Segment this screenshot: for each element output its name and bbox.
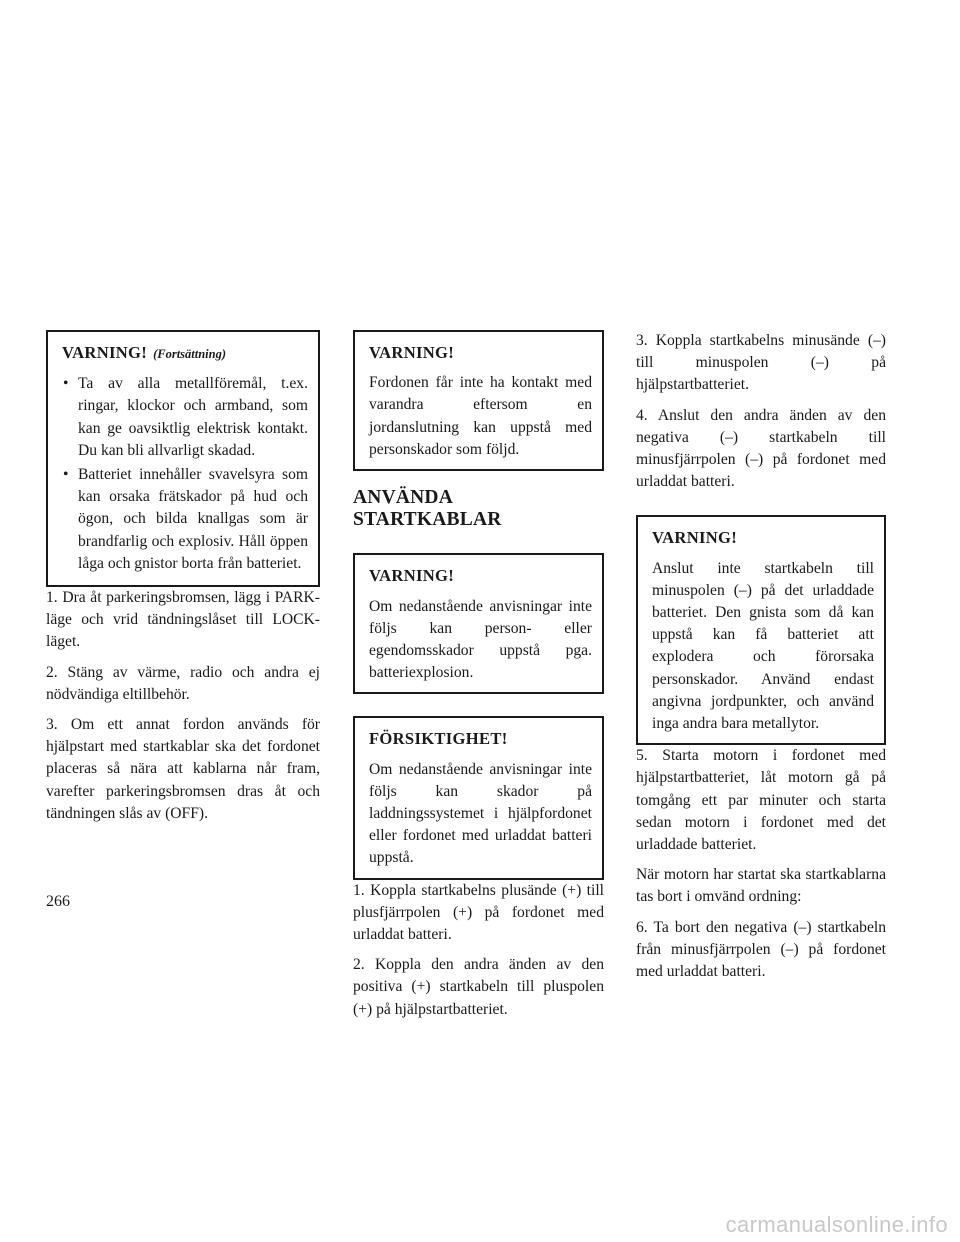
step-paragraph: 1. Koppla startkabelns plusände (+) till plusfjärrpolen (+) på fordonet med urladdat batteri.	[353, 881, 604, 944]
warning-box	[353, 553, 604, 694]
step-paragraph: 4. Anslut den andra änden av den negativa (–) startkabeln till minusfjärrpolen (–) på fordonet med urladdat batteri.	[636, 406, 886, 491]
warning-bullet-list	[62, 373, 308, 575]
left-column	[46, 330, 320, 833]
warning-title: VARNING!	[369, 566, 455, 586]
warning-body: Om nedanstående anvisningar inte följs kan person- eller egendomsskador uppstå pga. batteriexplosion.	[369, 597, 592, 682]
warning-bullet: • Ta av alla metallföremål, t.ex. ringar, klockor och armband, som kan ge oavsiktlig elektrisk kontakt. Du kan bli allvarligt skadad.	[62, 373, 308, 462]
caution-title: FÖRSIKTIGHET!	[369, 729, 508, 749]
caution-box	[353, 716, 604, 879]
warning-box	[636, 515, 886, 745]
step-paragraph: 2. Koppla den andra änden av den positiva (+) startkabeln till pluspolen (+) på hjälpstartbatteriet.	[353, 956, 604, 1018]
warning-bullet: • Batteriet innehåller svavelsyra som kan orsaka frätskador på hud och ögon, och bilda knallgas som är brandfarlig och explosiv. Håll öppen låga och gnistor borta från batteriet.	[62, 464, 308, 575]
step-paragraph: 6. Ta bort den negativa (–) startkabeln från minusfjärrpolen (–) på fordonet med urladdat batteri.	[636, 918, 886, 981]
step-paragraph: När motorn har startat ska startkablarna tas bort i omvänd ordning:	[636, 866, 886, 906]
caution-body: Om nedanstående anvisningar inte följs kan skador på laddningssystemet i hjälpfordonet eller fordonet med urladdat batteri uppstå.	[369, 760, 592, 867]
page-number: 266	[46, 893, 70, 910]
step-paragraph: 5. Starta motorn i fordonet med hjälpstartbatteriet, låt motorn gå på tomgång ett par minuter och starta sedan motorn i fordonet med det urladdade batteriet.	[636, 747, 886, 854]
warning-body: Anslut inte startkabeln till minuspolen (–) på det urladdade batteriet. Den gnista som då kan uppstå kan få batteriet att explodera och förorsaka personskador. Använd endast angivna jordpunkter, och använd inga andra bara metallytor.	[652, 559, 874, 733]
middle-column	[353, 330, 604, 1029]
watermark-footer: carmanualsonline.info	[725, 1211, 948, 1237]
step-paragraph: 3. Koppla startkabelns minusände (–) till minuspolen (–) på hjälpstartbatteriet.	[636, 332, 886, 394]
right-column	[636, 330, 886, 991]
warning-body: Fordonen får inte ha kontakt med varandra eftersom en jordanslutning kan uppstå med personskador som följd.	[369, 374, 592, 458]
warning-title	[62, 342, 308, 365]
warning-title: VARNING!	[652, 528, 738, 548]
step-paragraph: 2. Stäng av värme, radio och andra ej nödvändiga eltillbehör.	[46, 663, 320, 703]
warning-subtitle: (Fortsättning)	[153, 347, 227, 361]
step-paragraph: 3. Om ett annat fordon används för hjälpstart med startkablar ska det fordonet placeras så nära att kablarna når fram, varefter parkeringsbromsen dras åt och tändningen slås av (OFF).	[46, 716, 320, 822]
warning-title-text: VARNING!	[62, 343, 148, 362]
warning-title: VARNING!	[369, 343, 455, 362]
step-paragraph: 1. Dra åt parkeringsbromsen, lägg i PARK-läge och vrid tändningslåset till LOCK-läget.	[46, 589, 320, 651]
warning-box	[353, 330, 604, 471]
warning-box-continued	[46, 330, 320, 587]
section-heading: ANVÄNDA STARTKABLAR	[353, 487, 502, 531]
